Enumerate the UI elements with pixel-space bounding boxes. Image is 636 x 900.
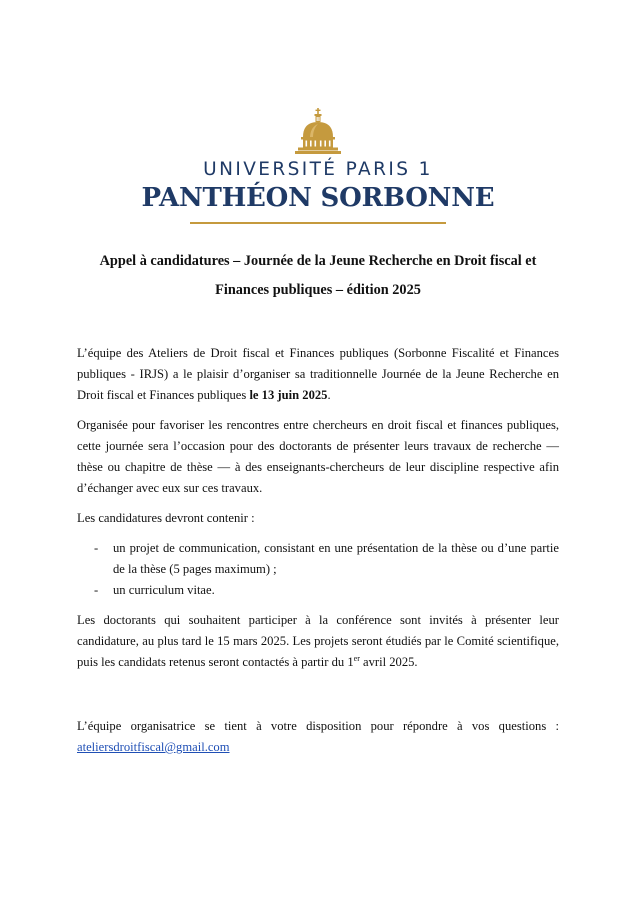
- document-title: [70, 247, 566, 305]
- paragraph-contact: L’équipe organisatrice se tient à votre disposition pour répondre à vos questions :: [77, 719, 559, 733]
- paragraph-intro-end: .: [327, 388, 331, 402]
- event-date: le 13 juin 2025: [249, 388, 328, 402]
- title-line-1: Appel à candidatures – Journée de la Jeune Recherche en Droit fiscal et: [99, 253, 537, 269]
- requirements-list: [77, 538, 559, 601]
- spacer: [77, 682, 559, 716]
- university-logo: [0, 108, 636, 224]
- paragraph-deadline: [77, 610, 559, 673]
- paragraph-deadline-text: Les doctorants qui souhaitent participer à la conférence sont invités à présenter leur candidature, au plus tard le 15 mars 2025. Les projets seront étudiés par le Comité scientifique, puis les candidats retenus seront contactés à partir du 1: [77, 613, 559, 669]
- paragraph-deadline-end: avril 2025.: [359, 655, 418, 669]
- paragraph-purpose: Organisée pour favoriser les rencontres entre chercheurs en droit fiscal et finances publiques, cette journée sera l’occasion pour des doctorants de présenter leurs travaux de recherche — thèse ou chapitre de thèse — à des enseignants-chercheurs de leur discipline respective afin d’échanger avec eux sur ces travaux.: [77, 418, 559, 495]
- paragraph-intro-text: L’équipe des Ateliers de Droit fiscal et Finances publiques (Sorbonne Fiscalité et Finances publiques - IRJS) a le plaisir d’organiser sa traditionnelle Journée de la Jeune Recherche en Droit fiscal et Finances publiques: [77, 346, 559, 402]
- paragraph-intro: [77, 343, 559, 406]
- contact-email-link[interactable]: ateliersdroitfiscal@gmail.com: [77, 740, 230, 754]
- title-line-2: Finances publiques – édition 2025: [215, 282, 421, 298]
- dash-bullet: -: [94, 583, 99, 597]
- list-item-text: un projet de communication, consistant en une présentation de la thèse ou d’une partie de la thèse (5 pages maximum) ;: [113, 541, 559, 576]
- logo-university-name: UNIVERSITÉ PARIS 1: [203, 159, 433, 180]
- paragraph-requirements: Les candidatures devront contenir :: [77, 511, 255, 525]
- dash-bullet: -: [94, 541, 99, 555]
- dome-icon: [293, 108, 343, 156]
- document-body: [77, 343, 559, 767]
- contact-email-line: [77, 737, 559, 758]
- logo-pantheon-sorbonne: PANTHÉON SORBONNE: [141, 183, 495, 213]
- superscript-er: er: [353, 653, 360, 663]
- list-item: [77, 538, 559, 580]
- logo-divider: [190, 222, 446, 224]
- list-item-text: un curriculum vitae.: [113, 583, 215, 597]
- list-item: [77, 580, 559, 601]
